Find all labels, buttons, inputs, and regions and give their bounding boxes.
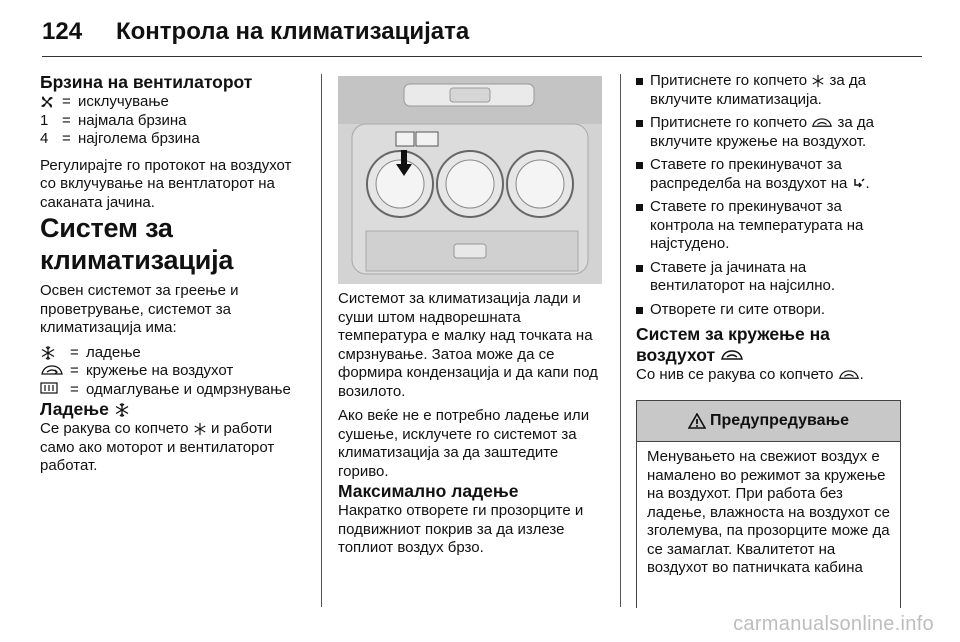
climate-control-photo xyxy=(338,76,602,284)
page-header xyxy=(42,14,922,50)
ac-def-text: ладење xyxy=(86,343,141,361)
list-item-text: . xyxy=(865,174,870,192)
warning-triangle-icon xyxy=(688,413,706,429)
max-cooling-heading: Максимално ладење xyxy=(338,481,519,501)
recirculation-heading-line2: воздухот xyxy=(636,345,716,365)
fan-def-symbol: 1 xyxy=(40,111,49,129)
recirculation-paragraph: Со нив се ракува со копчето . xyxy=(636,366,864,383)
snowflake-icon xyxy=(114,402,130,418)
list-item-text: Притиснете го копчето xyxy=(650,114,808,131)
fan-off-icon xyxy=(40,93,62,112)
ac-def-text: кружење на воздухот xyxy=(86,362,234,379)
cooling-heading-text: Ладење xyxy=(40,399,109,419)
list-item xyxy=(636,198,904,254)
cooling-text-b: и работи само ако моторот и вентилаторот работат. xyxy=(40,420,275,474)
list-item-text: за да вклучите климатизација. xyxy=(650,72,866,108)
watermark: carmanualsonline.info xyxy=(733,613,934,635)
column-divider xyxy=(321,74,322,607)
recirculation-icon xyxy=(40,362,70,381)
snowflake-icon xyxy=(193,422,207,436)
recirculation-heading-line1: Систем за кружење на xyxy=(636,324,830,344)
recirculation-icon xyxy=(811,117,833,130)
cooling-paragraph xyxy=(40,420,310,476)
equals-sign: = xyxy=(62,130,71,147)
warning-title: Предупредување xyxy=(710,412,849,429)
fan-speed-heading: Брзина на вентилаторот xyxy=(40,72,253,92)
fan-def-symbol: 4 xyxy=(40,130,49,147)
ac-paragraph-1: Системот за климатизација лади и суши штом надворешната температура е малку над точката на смрзнување. Затоа може да се формира кондензација и да капи под возилото. xyxy=(338,290,598,400)
fan-def-text: исклучување xyxy=(78,93,169,110)
recirculation-icon xyxy=(720,349,744,363)
warning-header xyxy=(637,401,900,442)
warning-text: Менувањето на свежиот воздух е намалено во режимот за кружење на воздухот. При работа без ладење, влажноста на воздухот се зголемува, па прозорците може да се замаглат. Квалитетот на воздухот во патничката кабина xyxy=(647,448,890,576)
defrost-icon xyxy=(40,381,70,400)
max-cooling-paragraph: Накратко отворете ги прозорците и подвижниот покрив за да излезе топлиот воздух брзо. xyxy=(338,502,584,556)
list-item xyxy=(636,72,904,109)
equals-sign: = xyxy=(62,111,71,129)
page-number: 124 xyxy=(42,18,83,45)
equals-sign: = xyxy=(70,380,79,398)
ac-legend xyxy=(40,344,310,400)
column-middle xyxy=(338,290,610,558)
list-item-text: Притиснете го копчето xyxy=(650,72,808,89)
list-item-text: за да вклучите кружење на воздухот. xyxy=(650,114,874,150)
ac-paragraph-2: Ако веќе не е потребно ладење или сушење, исклучете го системот за климатизација за да заштедите гориво. xyxy=(338,407,590,480)
fan-speed-legend xyxy=(40,93,310,149)
ac-intro-paragraph: Освен системот за греење и проветрување, системот за климатизација има: xyxy=(40,282,239,336)
column-right xyxy=(636,72,904,385)
list-item-text: Отворете ги сите отвори. xyxy=(650,300,826,318)
equals-sign: = xyxy=(62,93,71,110)
column-left xyxy=(40,72,310,476)
recirculation-heading xyxy=(636,324,904,366)
list-item xyxy=(636,114,904,151)
ac-system-heading: Систем за климатизација xyxy=(40,213,234,275)
list-item-text: Ставете го прекинувачот за контрола на температурата на најстудено. xyxy=(650,198,864,252)
equals-sign: = xyxy=(70,343,79,361)
list-item-text: Ставете ја јачината на вентилаторот на најсилно. xyxy=(650,258,836,294)
list-item-text: Ставете го прекинувачот за распределба на воздухот на xyxy=(650,156,848,192)
fan-def-text: најголема брзина xyxy=(78,130,200,147)
ac-def-text: одмаглување и одмрзнување xyxy=(86,380,291,398)
cooling-text-a: Се ракува со копчето xyxy=(40,420,189,437)
air-distribution-icon xyxy=(852,177,866,191)
fan-def-text: најмала брзина xyxy=(78,111,187,129)
equals-sign: = xyxy=(70,362,79,379)
page-title: Контрола на климатизацијата xyxy=(116,18,470,45)
list-item xyxy=(636,301,904,320)
column-divider xyxy=(620,74,621,607)
fan-paragraph: Регулирајте го протокот на воздухот со вклучување на вентлаторот на саканата јачина. xyxy=(40,156,292,211)
header-rule xyxy=(42,56,922,57)
snowflake-icon xyxy=(40,344,70,363)
snowflake-icon xyxy=(811,74,825,88)
recirculation-text: Со нив се ракува со копчето xyxy=(636,366,834,383)
list-item xyxy=(636,156,904,193)
cooling-heading xyxy=(40,399,310,420)
list-item xyxy=(636,259,904,296)
warning-box xyxy=(636,400,901,608)
recirculation-icon xyxy=(838,369,860,382)
